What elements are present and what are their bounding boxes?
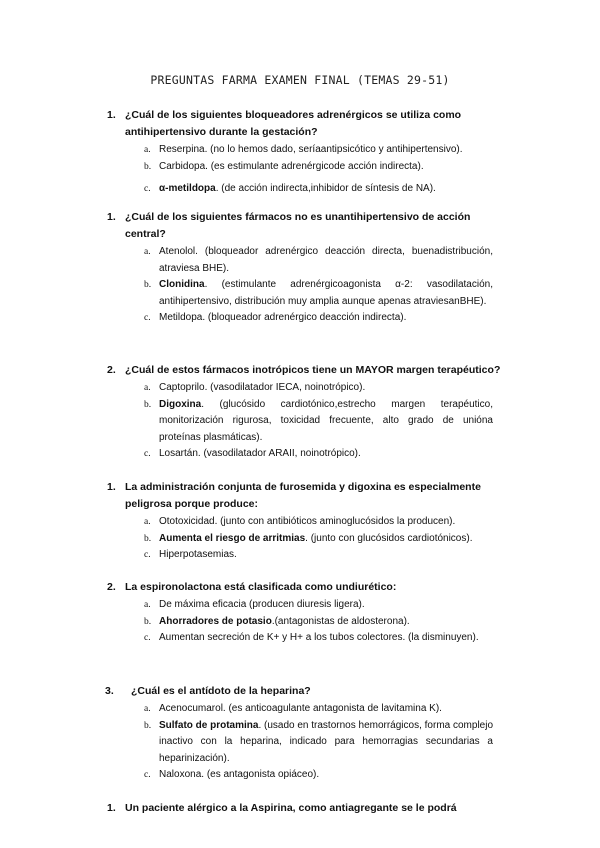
option-term: Carbidopa [159, 160, 206, 172]
option-term: Losartán [159, 448, 198, 459]
option-letter: b. [144, 720, 152, 731]
option-b [111, 718, 503, 768]
option-note: . [234, 549, 237, 560]
question-number: 2. [107, 581, 116, 593]
option-term: Digoxina [159, 398, 202, 410]
options-list [111, 380, 503, 463]
option-b [111, 397, 503, 447]
option-term: Ahorradores de potasio [159, 615, 272, 627]
option-term: Atenolol [159, 246, 196, 257]
option-c [111, 547, 503, 564]
option-note: . (junto con glucósidos cardiotónicos). [305, 532, 473, 544]
question-7 [107, 800, 503, 817]
option-term: Metildopa [159, 312, 203, 323]
option-note: . (vasodilatador IECA, noinotrópico). [204, 382, 366, 393]
question-text: ¿Cuál de los siguientes bloqueadores adrenérgicos se utiliza como antihipertensivo durante la gestación? [125, 109, 462, 138]
question-text: ¿Cuál de los siguientes fármacos no es unantihipertensivo de acción central? [125, 211, 471, 240]
question-3 [107, 362, 503, 463]
option-term: α-metildopa [159, 183, 216, 194]
option-c [111, 310, 503, 327]
option-letter: c. [144, 633, 151, 643]
option-letter: c. [144, 313, 151, 323]
option-a [111, 514, 503, 531]
option-letter: a. [144, 704, 151, 714]
option-c [111, 630, 503, 647]
option-note: . (usado en trastornos hemorrágicos, forma complejo inactivo con la heparina, indicado para hemorragias secundarias a heparinización). [159, 719, 494, 764]
option-b [111, 614, 503, 631]
option-letter: b. [144, 616, 152, 627]
options-list [111, 701, 503, 784]
option-term: Aumentan secreción de K+ y H+ a los tubos colectores [159, 632, 403, 643]
option-a [111, 244, 503, 277]
question-1 [107, 107, 503, 198]
options-list [111, 597, 503, 647]
options-list [111, 142, 503, 198]
option-letter: c. [144, 550, 151, 560]
question-number: 1. [107, 109, 116, 121]
question-6 [105, 683, 503, 784]
question-5 [107, 579, 503, 647]
options-list [111, 514, 503, 564]
question-number: 2. [107, 364, 116, 376]
option-a [111, 380, 503, 397]
option-note: . (vasodilatador ARAII, noinotrópico). [197, 448, 361, 459]
option-note: . (glucósido cardiotónico,estrecho margen terapéutico, monitorización rigurosa, toxicidad frecuente, alto grado de unióna proteínas plasmáticas). [159, 398, 493, 443]
option-term: Hiperpotasemias [159, 549, 235, 560]
option-term: Aumenta el riesgo de arritmias [159, 532, 306, 544]
option-note: . (es antagonista opiáceo). [201, 769, 320, 780]
option-note: (producen diuresis ligera). [246, 599, 365, 610]
question-text: La administración conjunta de furosemida y digoxina es especialmente peligrosa porque produce: [125, 481, 481, 510]
option-note: . (bloqueador adrenérgico deacción indirecta). [202, 312, 407, 323]
option-b [111, 531, 503, 548]
option-note: . (de acción indirecta,inhibidor de síntesis de NA). [215, 183, 436, 194]
option-term: Acenocumarol [159, 703, 223, 714]
option-term: De máxima eficacia [159, 599, 247, 610]
option-letter: b. [144, 280, 152, 290]
question-number: 1. [107, 211, 116, 223]
option-a [111, 597, 503, 614]
page-title: PREGUNTAS FARMA EXAMEN FINAL (TEMAS 29-51) [150, 73, 450, 87]
option-c [111, 767, 503, 784]
option-term: Captoprilo [159, 382, 205, 393]
question-text: ¿Cuál de estos fármacos inotrópicos tiene un MAYOR margen terapéutico? [125, 364, 501, 376]
option-letter: a. [144, 383, 151, 393]
option-letter: b. [144, 161, 152, 172]
question-number: 1. [107, 481, 116, 493]
option-term: Clonidina [159, 279, 205, 290]
option-term: Sulfato de protamina [159, 719, 259, 731]
option-note: . (estimulante adrenérgicoagonista α-2: vasodilatación, antihipertensivo, distribución muy amplia aunque apenas atraviesanBHE). [159, 279, 493, 307]
option-letter: b. [144, 533, 152, 544]
option-letter: c. [144, 449, 151, 459]
option-note: . (junto con antibióticos aminoglucósidos la producen). [214, 516, 456, 527]
option-b [111, 277, 503, 310]
question-2 [107, 209, 503, 327]
question-number: 1. [107, 802, 116, 814]
option-term: Reserpina [159, 144, 205, 155]
option-letter: c. [144, 184, 151, 194]
question-number: 3. [105, 685, 114, 697]
option-letter: a. [144, 247, 151, 257]
option-note: . (la disminuyen). [402, 632, 479, 643]
question-text: Un paciente alérgico a la Aspirina, como antiagregante se le podrá [125, 802, 457, 814]
option-letter: a. [144, 517, 151, 527]
option-term: Naloxona [159, 769, 202, 780]
question-text: La espironolactona está clasificada como undiurético: [125, 581, 397, 593]
option-note: .(antagonistas de aldosterona). [271, 615, 410, 627]
option-letter: a. [144, 145, 151, 155]
option-a [111, 142, 503, 159]
option-c [111, 181, 503, 198]
option-note: . (es anticoagulante antagonista de lavitamina K). [222, 703, 442, 714]
option-b [111, 159, 503, 176]
options-list [111, 244, 503, 327]
option-note: . (bloqueador adrenérgico deacción directa, buenadistribución, atraviesa BHE). [159, 246, 493, 274]
option-c [111, 446, 503, 463]
question-4 [107, 479, 503, 564]
option-note: . (no lo hemos dado, seríaantipsicótico y antihipertensivo). [204, 144, 463, 155]
option-note: . (es estimulante adrenérgicode acción indirecta). [205, 160, 424, 172]
question-text: ¿Cuál es el antídoto de la heparina? [131, 685, 311, 697]
option-letter: a. [144, 600, 151, 610]
option-a [111, 701, 503, 718]
option-term: Ototoxicidad [159, 516, 215, 527]
option-letter: b. [144, 399, 152, 410]
option-letter: c. [144, 770, 151, 780]
